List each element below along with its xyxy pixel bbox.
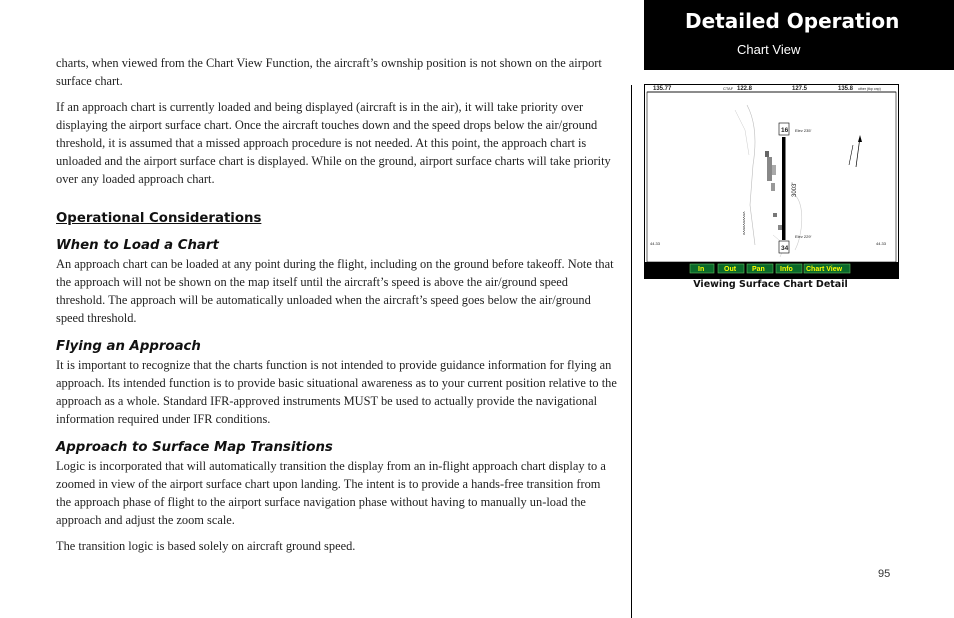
subheading-transitions: Approach to Surface Map Transitions (56, 440, 333, 455)
softkey-chart-view: Chart View (806, 266, 843, 273)
svg-text:^^^^^^^^^^: ^^^^^^^^^^ (743, 211, 749, 235)
softkey-out: Out (724, 266, 737, 273)
section-title: Operational Considerations (56, 211, 262, 226)
body-column (56, 54, 618, 563)
latitude-right: 44.33 (876, 241, 887, 246)
softkey-info: Info (780, 266, 793, 273)
column-divider (631, 85, 632, 618)
softkey-in: In (698, 266, 705, 273)
surface-chart-screenshot (644, 84, 899, 279)
transitions-paragraph: Logic is incorporated that will automatically transition the display from an in-flight approach chart display to a zoomed in view of the airport surface chart upon landing. The intent is to provide a hands-free transition from the approach phase of flight to the airport surface navigation phase without having to manually un-load the approach and adjust the zoom scale. (56, 459, 606, 527)
subheading-when-to-load: When to Load a Chart (56, 238, 219, 253)
elevation-top: Elev 235' (795, 128, 812, 133)
freq-4: 135.8 (838, 86, 854, 92)
page-number: 95 (878, 568, 891, 580)
subheading-flying-approach: Flying an Approach (56, 339, 201, 354)
freq-label-other: other (tkp onp) (858, 87, 881, 91)
surface-chart-drawing (645, 85, 898, 278)
freq-2: 122.8 (737, 86, 753, 92)
header-title: Detailed Operation (685, 9, 900, 33)
figure-caption: Viewing Surface Chart Detail (693, 279, 848, 290)
softkey-pan: Pan (752, 266, 765, 273)
when-to-load-paragraph: An approach chart can be loaded at any point during the flight, including on the ground before takeoff. Note that the approach will not be shown on the map itself until the aircraft’s speed is above the air/ground speed threshold. The approach will be automatically unloaded when the aircraft’s speed goes below the air/ground speed threshold. (56, 257, 614, 325)
transition-logic-paragraph: The transition logic is based solely on aircraft ground speed. (56, 539, 356, 553)
header-subtitle: Chart View (737, 42, 801, 57)
latitude-left: 44.33 (650, 241, 661, 246)
elevation-bottom: Elev 229' (795, 234, 812, 239)
freq-1: 135.77 (653, 86, 672, 92)
runway-length: 3003' (792, 182, 798, 197)
freq-label-ctaf: CTAF (723, 86, 734, 91)
freq-3: 127.5 (792, 86, 808, 92)
page-header (644, 0, 954, 70)
runway-bottom-number: 34 (781, 245, 789, 252)
approach-priority-paragraph: If an approach chart is currently loaded and being displayed (aircraft is in the air), it will take priority over displaying the airport surface chart. Once the aircraft touches down and the speed drops below the air/ground threshold, it is assumed that a missed approach procedure is not needed. At this point, the approach chart is unloaded and the airport surface chart is displayed. While on the ground, airport surface charts will take priority over any loaded approach chart. (56, 100, 611, 186)
intro-paragraph: charts, when viewed from the Chart View Function, the aircraft’s ownship position is not shown on the airport surface chart. (56, 56, 602, 88)
runway-top-number: 16 (781, 127, 789, 134)
flying-approach-paragraph: It is important to recognize that the charts function is not intended to provide guidance information for flying an approach. Its intended function is to provide basic situational awareness as to your current position relative to the approach as a whole. Standard IFR-approved instruments MUST be used to actually provide the navigational information required under IFR conditions. (56, 358, 617, 426)
